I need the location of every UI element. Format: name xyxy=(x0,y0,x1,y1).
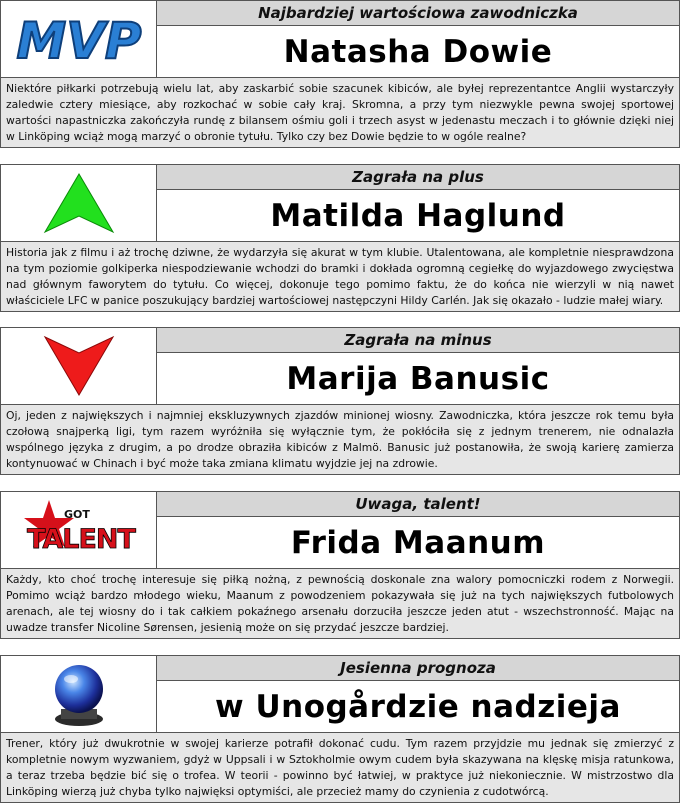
player-description: Niektóre piłkarki potrzebują wielu lat, aby zaskarbić sobie szacunek kibiców, ale byłej reprezentantce Anglii wystarczyły zaledwie cztery miesiące, aby rozkochać w sobie cały kraj. Skromna, a przy tym niezwykle pewna swojej sportowej wartości napastniczka zakończyła rundę z bilansem ośmiu goli i trzech asyst w jedenastu meczach i to głównie dzięki niej w Linköping wciąż mogą marzyć o obronie tytułu. Tylko czy bez Dowie będzie to w ogóle realne? xyxy=(1,78,679,147)
player-name: Marija Banusic xyxy=(286,360,550,397)
mvp-card xyxy=(0,0,680,148)
player-description: Oj, jeden z największych i najmniej ekskluzywnych zjazdów minionej wiosny. Zawodniczka, która jeszcze rok temu była czołową snajperką ligi, tym razem wyróżniła się wyłącznie tym, że pokłóciła się z jednym trenerem, nie odnalazła wspólnego języka z drugim, a po drodze obraziła kibiców z Malmö. Banusic już postanowiła, że swoją karierę zamierza kontynuować w Chinach i być może taka zmiana klimatu wyjdzie jej na zdrowie. xyxy=(1,405,679,474)
card-header xyxy=(1,492,679,569)
category-label: Uwaga, talent! xyxy=(157,492,679,517)
category-label: Najbardziej wartościowa zawodniczka xyxy=(157,1,679,26)
card-header xyxy=(1,1,679,78)
player-name: Matilda Haglund xyxy=(270,197,566,234)
mvp-logo-text: MVP xyxy=(15,12,142,69)
category-label: Zagrała na minus xyxy=(157,328,679,353)
player-name: w Unogårdzie nadzieja xyxy=(215,688,621,725)
crystal-ball-icon xyxy=(1,656,157,732)
talent-text: TALENT xyxy=(26,524,135,555)
player-description: Każdy, kto choć trochę interesuje się piłką nożną, z pewnością doskonale zna walory pomocniczki rodem z Norwegii. Pomimo wciąż bardzo młodego wieku, Maanum z powodzeniem pokazywała się już na tych największych futbolowych arenach, ale tej wiosny do i tak całkiem pokaźnego arsenału dorzuciła jeszcze jeden atut - wszechstronność. Mając na uwadze transfer Nicoline Sørensen, jesienią może on się przydać jeszcze bardziej. xyxy=(1,569,679,638)
player-description: Historia jak z filmu i aż trochę dziwne, że wydarzyła się akurat w tym klubie. Utalentowana, ale kompletnie niesprawdzona na tym poziomie golkiperka niespodziewanie wchodzi do bramki i dokłada ogromną cegiełkę do wyjazdowego zwycięstwa nad głównym faworytem do tytułu. Co więcej, dokonuje tego pomimo faktu, że do końca nie wierzyli w nią nawet właściciele LFC w panice poszukujący bardziej wartościowej następczyni Hildy Carlén. Jak się okazało - ludzie małej wiary. xyxy=(1,242,679,311)
minus-card xyxy=(0,327,680,475)
mvp-logo-icon xyxy=(1,1,157,77)
plus-card xyxy=(0,164,680,312)
forecast-card xyxy=(0,655,680,803)
got-text: GOT xyxy=(63,508,90,521)
category-label: Zagrała na plus xyxy=(157,165,679,190)
player-name: Natasha Dowie xyxy=(283,33,553,70)
player-description: Trener, który już dwukrotnie w swojej karierze potrafił dokonać cudu. Tym razem przyjdzie mu jednak się zmierzyć z kompletnie nowym wyzwaniem, gdyż w Uppsali i w Sztokholmie owym cudem była skazywana na klęskę misja ratunkowa, a teraz trzeba będzie bić się o trofea. W teorii - powinno być łatwiej, w praktyce już niekoniecznie. W mistrzostwo dla Linköping wierzą już chyba tylko najwięksi optymiści, ale przecież mamy do czynienia z cudotwórcą. xyxy=(1,733,679,802)
player-name: Frida Maanum xyxy=(290,524,546,561)
green-up-arrow-icon xyxy=(1,165,157,241)
card-header xyxy=(1,656,679,733)
got-talent-logo-icon xyxy=(1,492,157,568)
category-label: Jesienna prognoza xyxy=(157,656,679,681)
talent-card xyxy=(0,491,680,639)
card-header xyxy=(1,328,679,405)
red-down-arrow-icon xyxy=(1,328,157,404)
card-header xyxy=(1,165,679,242)
